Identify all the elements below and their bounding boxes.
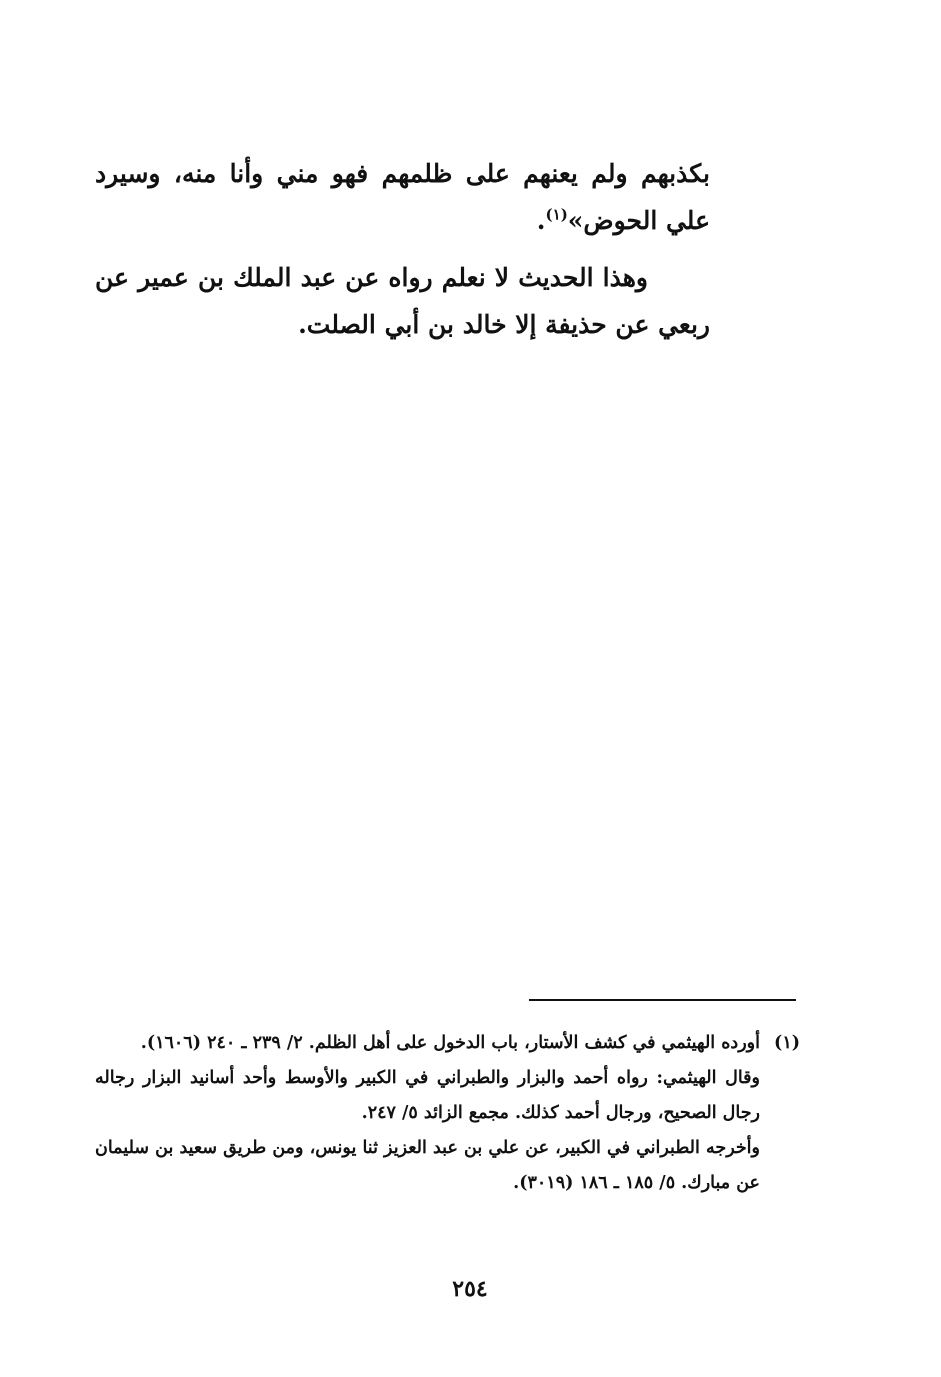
- main-paragraph: [95, 150, 710, 244]
- footnote-text: وقال الهيثمي: رواه أحمد والبزار والطبراني في الكبير والأوسط وأحد أسانيد البزار رجاله رجال الصحيح، ورجال أحمد كذلك. مجمع الزائد ٥/ ٢٤٧.: [95, 1068, 760, 1123]
- main-text-block: [95, 150, 710, 358]
- footnote-reference[interactable]: (١): [545, 205, 568, 224]
- main-paragraph-end: .: [536, 206, 546, 235]
- main-paragraph-text: بكذبهم ولم يعنهم على ظلمهم فهو مني وأنا منه، وسيرد علي الحوض»: [95, 159, 710, 235]
- footnote-text: وأخرجه الطبراني في الكبير، عن علي بن عبد العزيز ثنا يونس، ومن طريق سعيد بن سليمان عن مبارك. ٥/ ١٨٥ ـ ١٨٦ (٣٠١٩).: [95, 1138, 760, 1193]
- main-paragraph: وهذا الحديث لا نعلم رواه عن عبد الملك بن عمير عن ربعي عن حذيفة إلا خالد بن أبي الصلت.: [95, 263, 710, 339]
- footnote-number: (١): [774, 1033, 800, 1053]
- footnote-text: أورده الهيثمي في كشف الأستار، باب الدخول على أهل الظلم. ٢/ ٢٣٩ ـ ٢٤٠ (١٦٠٦).: [140, 1033, 760, 1053]
- page-number: ٢٥٤: [452, 1276, 488, 1302]
- footnotes-block: [95, 1026, 800, 1201]
- footnote-divider: [529, 999, 796, 1001]
- footnote-item: [95, 1026, 800, 1061]
